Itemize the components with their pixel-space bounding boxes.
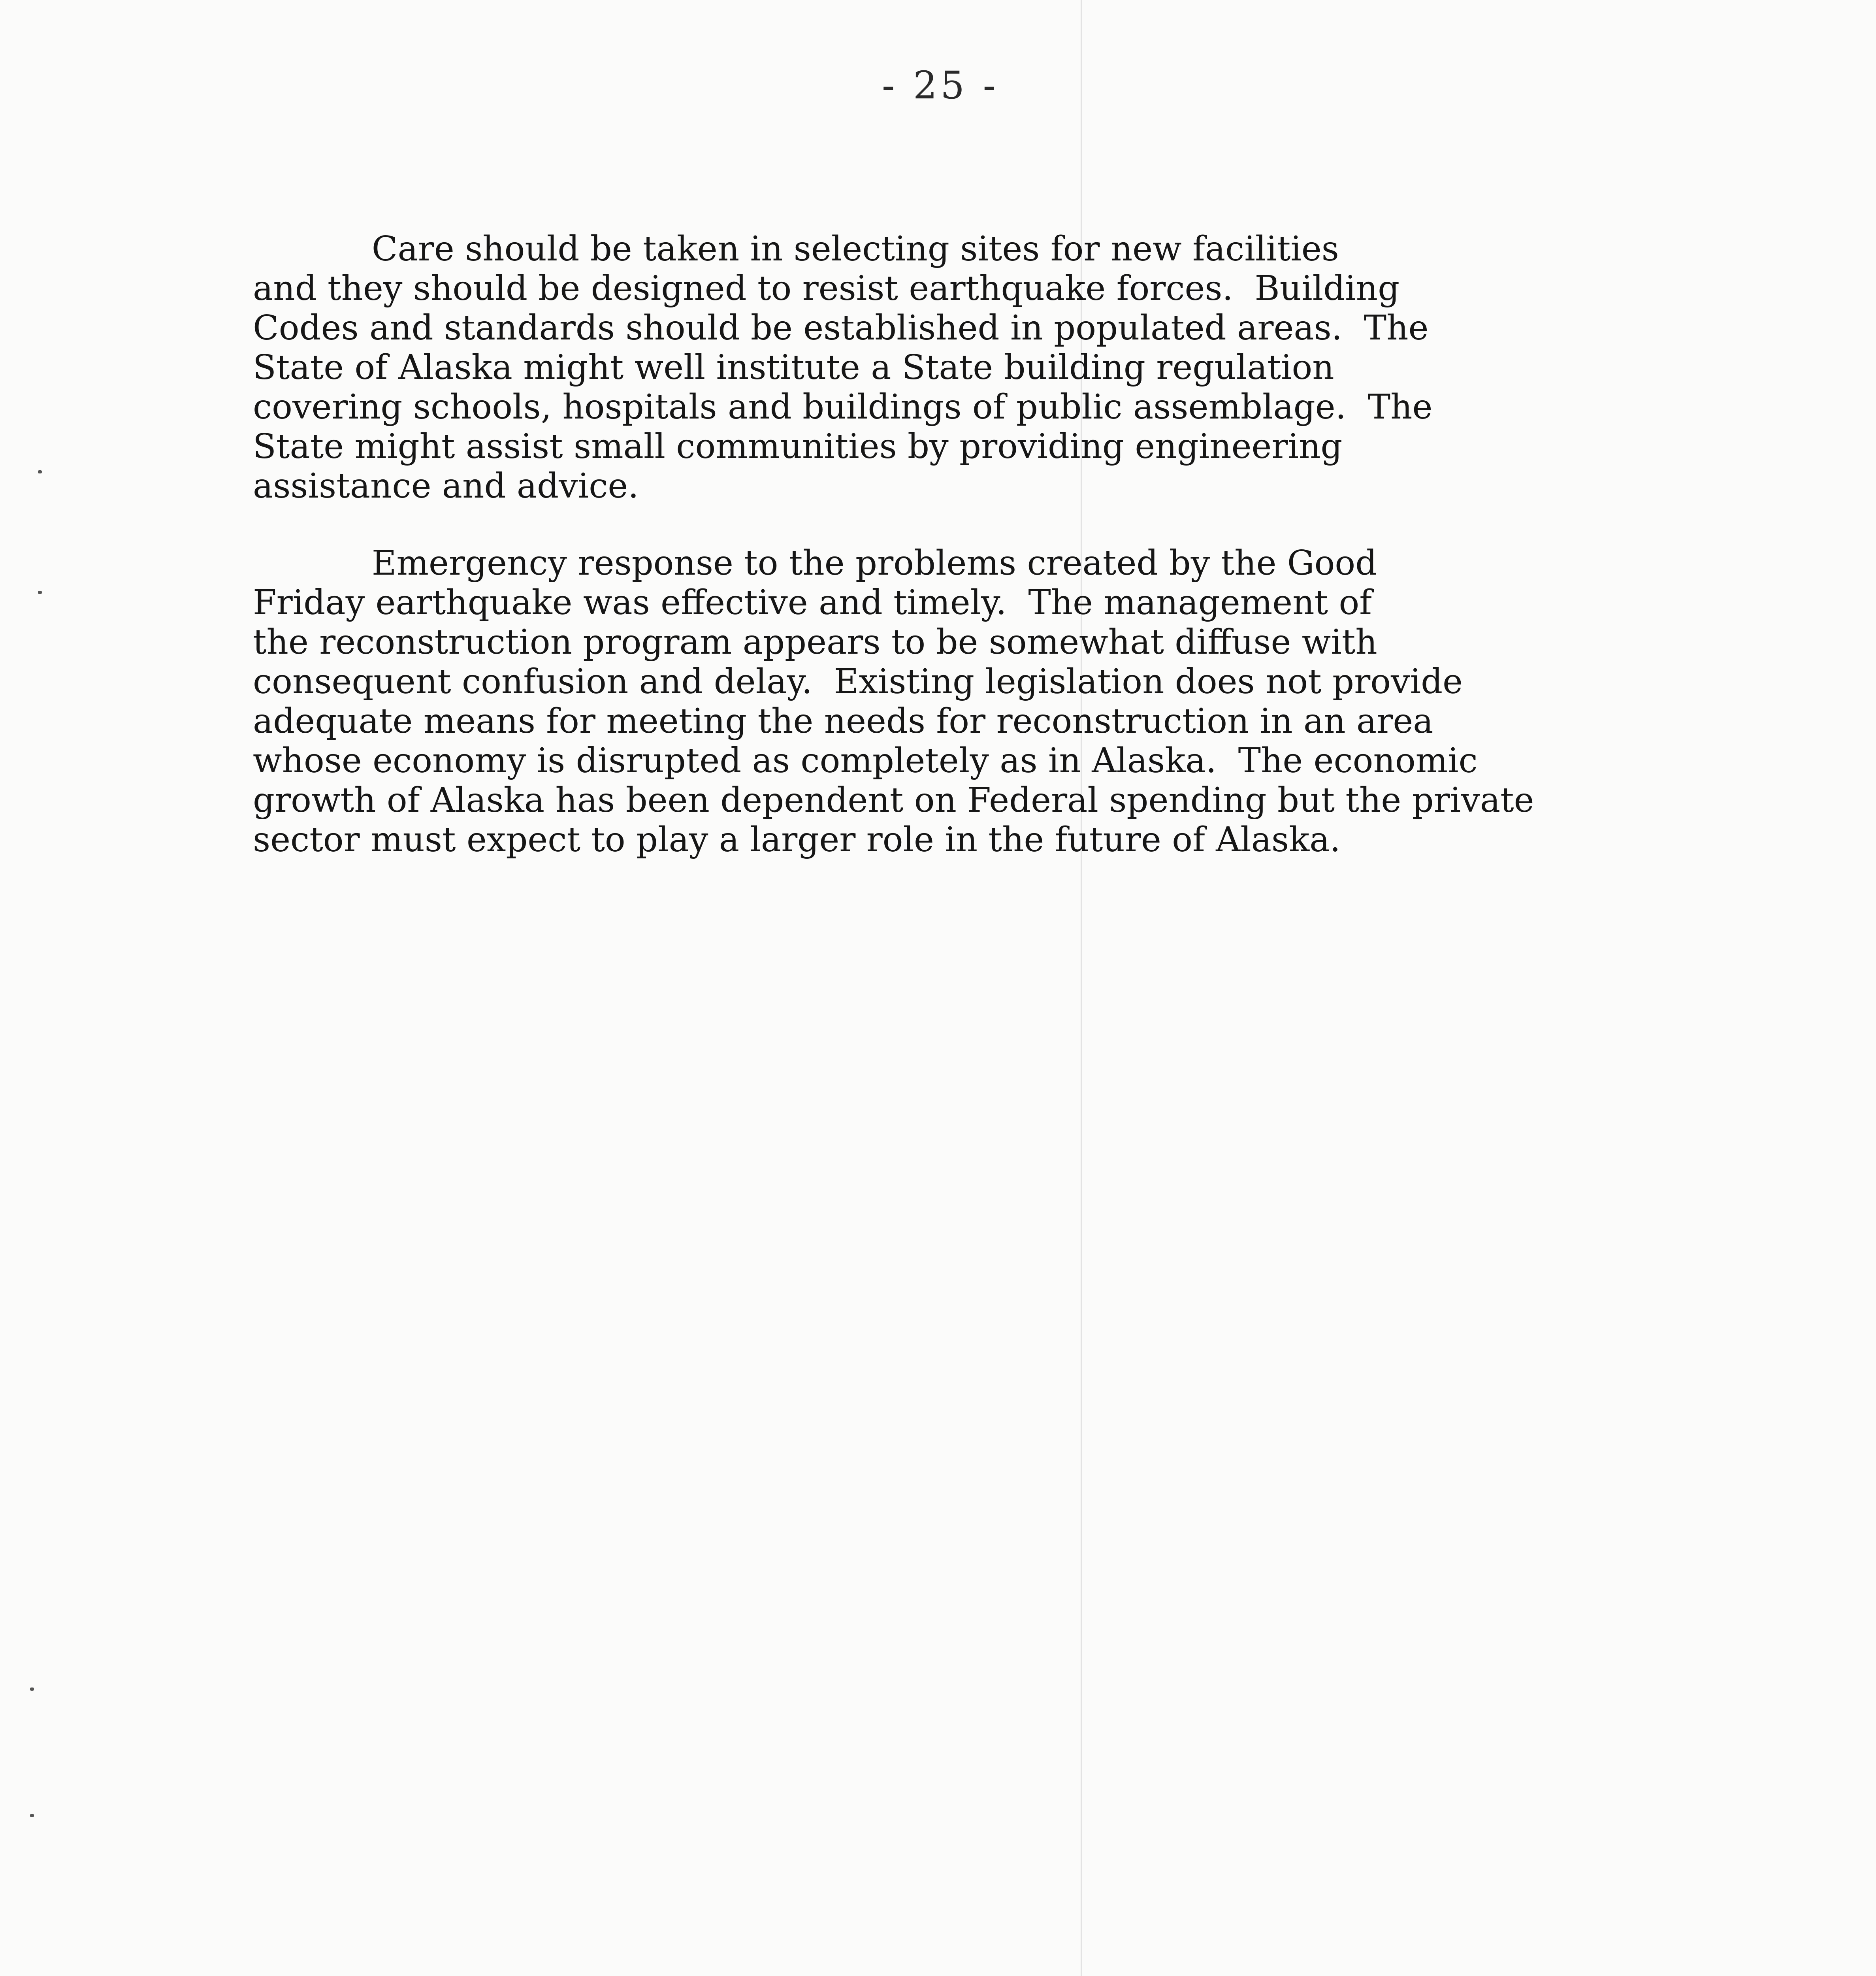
text-line: State of Alaska might well institute a State building regulation	[253, 348, 1334, 387]
text-line: whose economy is disrupted as completely as in Alaska. The economic	[253, 741, 1478, 781]
text-line: Friday earthquake was effective and timely. The management of	[253, 583, 1372, 622]
paragraph-emergency-response	[253, 543, 1715, 860]
paragraph-site-selection	[253, 229, 1715, 506]
text-line: assistance and advice.	[253, 466, 639, 506]
body-text	[253, 229, 1715, 897]
page-number: - 25 -	[881, 63, 999, 107]
text-line: adequate means for meeting the needs for reconstruction in an area	[253, 701, 1433, 741]
text-line: Emergency response to the problems created by the Good	[253, 543, 1377, 583]
scan-speck	[38, 470, 42, 473]
text-line: Codes and standards should be established in populated areas. The	[253, 308, 1429, 348]
text-line: the reconstruction program appears to be somewhat diffuse with	[253, 622, 1377, 662]
scan-speck	[38, 591, 42, 594]
text-line: and they should be designed to resist earthquake forces. Building	[253, 269, 1400, 308]
text-line: State might assist small communities by providing engineering	[253, 427, 1343, 466]
text-line: Care should be taken in selecting sites for new facilities	[253, 229, 1339, 269]
scan-speck	[30, 1814, 34, 1817]
text-line: growth of Alaska has been dependent on Federal spending but the private	[253, 781, 1534, 820]
text-line: sector must expect to play a larger role in the future of Alaska.	[253, 820, 1341, 860]
text-line: consequent confusion and delay. Existing legislation does not provide	[253, 662, 1463, 701]
text-line: covering schools, hospitals and buildings of public assemblage. The	[253, 387, 1433, 427]
scan-speck	[30, 1688, 34, 1691]
